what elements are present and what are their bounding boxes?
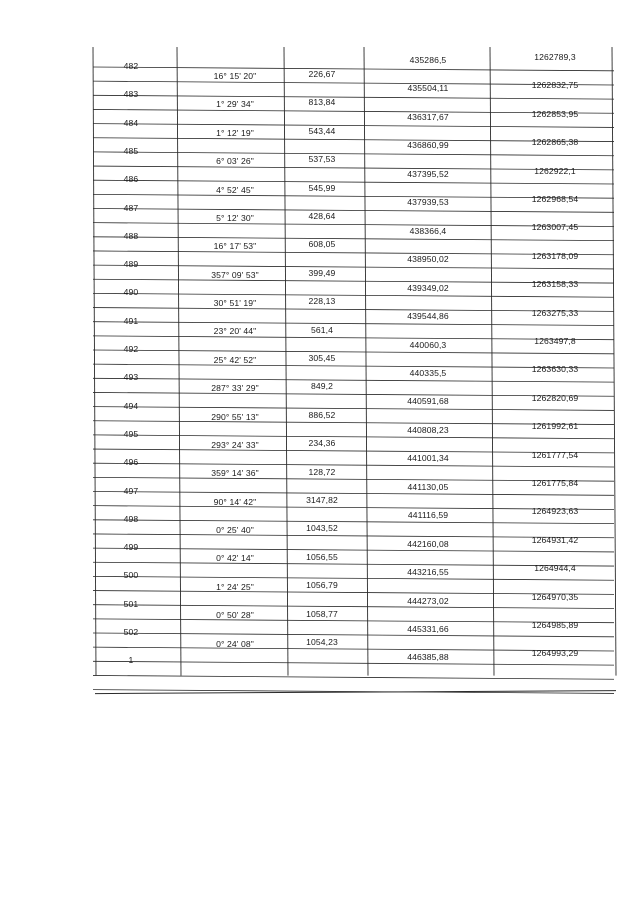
- direction-angle: 16° 17' 53": [213, 241, 257, 252]
- point-number: 500: [123, 570, 139, 581]
- y-coordinate: 1263630,33: [531, 364, 579, 375]
- x-coordinate: 438950,02: [407, 254, 449, 265]
- x-coordinate: 440591,68: [407, 396, 449, 407]
- grid-line: [93, 47, 96, 676]
- x-coordinate: 440335,5: [409, 367, 447, 378]
- point-number: 493: [123, 372, 139, 383]
- x-coordinate: 442160,08: [407, 538, 449, 549]
- y-coordinate: 1263497,8: [534, 336, 576, 346]
- point-number: 497: [123, 485, 139, 496]
- direction-angle: 287° 33' 29": [211, 383, 259, 394]
- y-coordinate: 1261992,61: [531, 421, 579, 432]
- segment-length: 3147,82: [306, 495, 338, 505]
- x-coordinate: 436860,99: [407, 140, 449, 151]
- direction-angle: 5° 12' 30": [216, 212, 254, 223]
- segment-length: 545,99: [308, 182, 336, 193]
- x-coordinate: 443216,55: [407, 567, 449, 578]
- point-number: 492: [123, 344, 139, 354]
- y-coordinate: 1263007,45: [531, 222, 579, 233]
- y-coordinate: 1262832,75: [531, 80, 579, 91]
- segment-length: 608,05: [308, 239, 336, 250]
- point-number: 498: [123, 513, 139, 524]
- segment-length: 561,4: [310, 324, 333, 335]
- direction-angle: 16° 15' 20": [213, 71, 257, 81]
- point-number: 501: [123, 598, 139, 609]
- y-coordinate: 1262865,38: [531, 137, 579, 148]
- y-coordinate: 1264970,35: [531, 591, 579, 602]
- segment-length: 886,52: [308, 409, 336, 420]
- x-coordinate: 437939,53: [407, 197, 449, 208]
- y-coordinate: 1263275,33: [531, 307, 579, 318]
- x-coordinate: 438366,4: [409, 225, 447, 236]
- x-coordinate: 436317,67: [407, 111, 449, 122]
- point-number: 487: [123, 202, 139, 213]
- direction-angle: 359° 14' 36": [211, 468, 259, 479]
- direction-angle: 90° 14' 42": [213, 496, 257, 507]
- x-coordinate: 441116,59: [407, 510, 449, 521]
- x-coordinate: 437395,52: [407, 168, 449, 179]
- x-coordinate: 446385,88: [407, 652, 449, 663]
- direction-angle: 4° 52' 45": [216, 184, 254, 195]
- segment-length: 234,36: [308, 438, 336, 449]
- point-number: 489: [123, 259, 139, 270]
- y-coordinate: 1262968,54: [531, 194, 579, 204]
- point-number: 482: [123, 61, 139, 71]
- segment-length: 543,44: [308, 125, 336, 136]
- segment-length: 399,49: [308, 267, 336, 278]
- direction-angle: 30° 51' 19": [213, 298, 257, 309]
- point-number: 494: [123, 400, 139, 411]
- point-number: 486: [123, 174, 139, 185]
- direction-angle: 25° 42' 52": [213, 354, 257, 365]
- y-coordinate: 1261777,54: [531, 449, 579, 460]
- point-number: 502: [123, 627, 139, 637]
- y-coordinate: 1264993,29: [531, 648, 579, 659]
- point-number: 495: [123, 428, 139, 439]
- segment-length: 305,45: [308, 353, 336, 363]
- point-number: 1: [128, 655, 134, 666]
- grid-line: [364, 47, 368, 676]
- point-number: 499: [123, 542, 139, 553]
- direction-angle: 1° 24' 25": [216, 581, 254, 592]
- segment-length: 1058,77: [306, 608, 338, 619]
- segment-length: 226,67: [308, 69, 336, 79]
- direction-angle: 0° 50' 28": [216, 610, 254, 621]
- segment-length: 228,13: [308, 296, 336, 307]
- segment-length: 849,2: [310, 381, 333, 392]
- x-coordinate: 435504,11: [407, 83, 449, 94]
- y-coordinate: 1263178,09: [531, 250, 579, 261]
- x-coordinate: 439544,86: [407, 311, 449, 322]
- y-coordinate: 1262820,69: [531, 392, 579, 403]
- direction-angle: 1° 12' 19": [216, 127, 254, 138]
- segment-length: 1056,79: [306, 580, 338, 591]
- direction-angle: 6° 03' 26": [216, 156, 254, 167]
- y-coordinate: 1263158,33: [531, 279, 579, 290]
- x-coordinate: 441130,05: [407, 481, 449, 492]
- point-number: 484: [123, 117, 139, 128]
- x-coordinate: 440060,3: [409, 339, 447, 350]
- y-coordinate: 1264931,42: [531, 534, 579, 545]
- x-coordinate: 444273,02: [407, 595, 449, 606]
- grid-line: [177, 47, 181, 676]
- y-coordinate: 1261775,84: [531, 478, 579, 488]
- segment-length: 537,53: [308, 154, 336, 165]
- segment-length: 1054,23: [306, 637, 338, 647]
- point-number: 491: [123, 315, 139, 326]
- segment-length: 1056,55: [306, 551, 338, 562]
- grid-line: [93, 675, 614, 679]
- direction-angle: 293° 24' 33": [211, 439, 259, 450]
- point-number: 485: [123, 145, 139, 156]
- segment-length: 1043,52: [306, 523, 338, 534]
- segment-length: 813,84: [308, 97, 336, 108]
- direction-angle: 23° 20' 44": [213, 326, 257, 337]
- y-coordinate: 1264923,63: [531, 506, 579, 517]
- direction-angle: 0° 42' 14": [216, 553, 254, 564]
- point-number: 488: [123, 230, 139, 241]
- direction-angle: 0° 25' 40": [216, 525, 254, 536]
- y-coordinate: 1262789,3: [534, 52, 576, 62]
- x-coordinate: 445331,66: [407, 624, 449, 634]
- grid-line: [93, 661, 614, 665]
- segment-length: 128,72: [308, 466, 336, 477]
- x-coordinate: 439349,02: [407, 282, 449, 293]
- y-coordinate: 1264985,89: [531, 620, 579, 630]
- point-number: 490: [123, 287, 139, 298]
- x-coordinate: 440808,23: [407, 424, 449, 435]
- point-number: 483: [123, 89, 139, 100]
- y-coordinate: 1264944,4: [534, 563, 576, 574]
- x-coordinate: 435286,5: [409, 55, 447, 65]
- direction-angle: 290° 55' 13": [211, 411, 259, 422]
- direction-angle: 1° 29' 34": [216, 99, 254, 110]
- y-coordinate: 1262853,95: [531, 108, 579, 119]
- point-number: 496: [123, 457, 139, 468]
- y-coordinate: 1262922,1: [534, 165, 576, 176]
- direction-angle: 0° 24' 08": [216, 638, 254, 649]
- grid-line: [490, 47, 494, 676]
- segment-length: 428,64: [308, 211, 336, 221]
- x-coordinate: 441001,34: [407, 453, 449, 464]
- direction-angle: 357° 09' 53": [211, 269, 259, 280]
